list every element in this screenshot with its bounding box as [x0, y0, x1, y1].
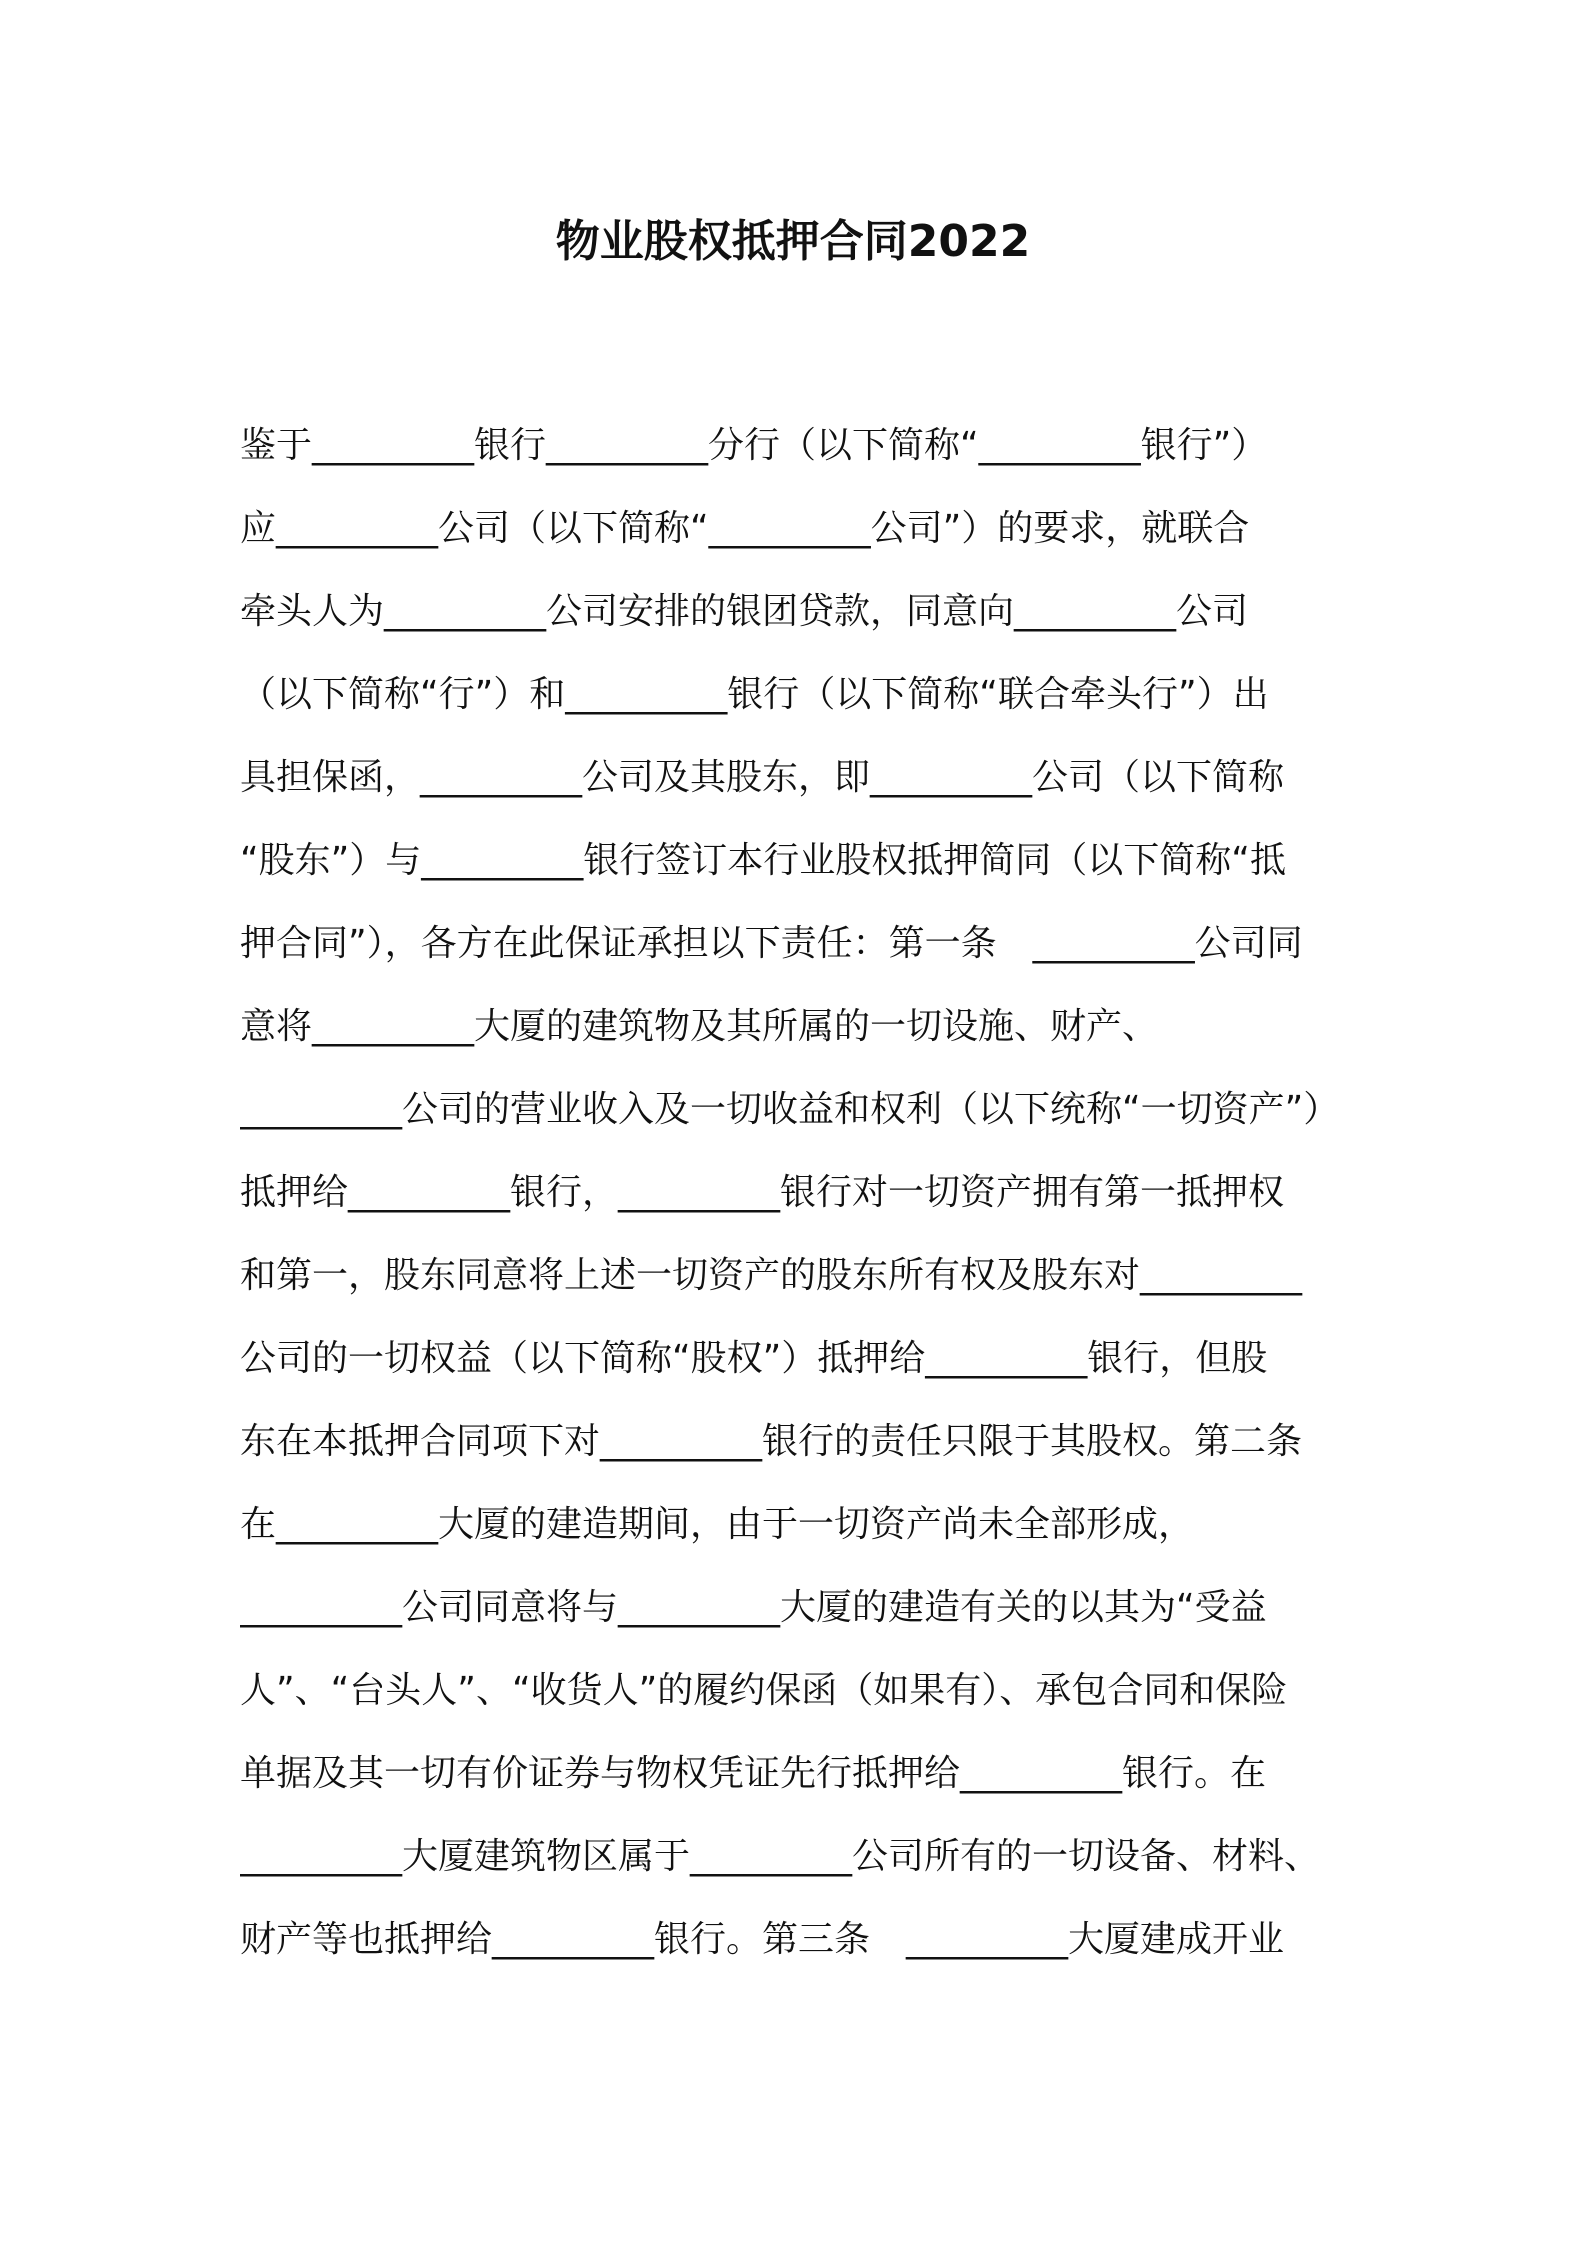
body-line: 鉴于_________银行_________分行（以下简称“_________银行”）	[240, 425, 1268, 466]
body-line: 单据及其一切有价证券与物权凭证先行抵押给_________银行。在	[240, 1753, 1267, 1794]
document-body	[240, 404, 1360, 1981]
body-line: （以下简称“行”）和_________银行（以下简称“联合牵头行”）出	[240, 674, 1269, 715]
body-line: _________公司的营业收入及一切收益和权利（以下统称“一切资产”）	[240, 1089, 1340, 1130]
body-line: _________大厦建筑物区属于_________公司所有的一切设备、材料、	[240, 1836, 1321, 1877]
body-line: 意将_________大厦的建筑物及其所属的一切设施、财产、	[240, 1006, 1159, 1047]
body-line: 人”、“台头人”、“收货人”的履约保函（如果有）、承包合同和保险	[240, 1670, 1288, 1711]
body-line: 应_________公司（以下简称“_________公司”）的要求，就联合	[240, 508, 1250, 549]
body-line: 东在本抵押合同项下对_________银行的责任只限于其股权。第二条	[240, 1421, 1303, 1462]
body-line: 具担保函，_________公司及其股东，即_________公司（以下简称	[240, 757, 1285, 798]
body-line: _________公司同意将与_________大厦的建造有关的以其为“受益	[240, 1587, 1267, 1628]
body-line: 牵头人为_________公司安排的银团贷款，同意向_________公司	[240, 591, 1249, 632]
body-line: 财产等也抵押给_________银行。第三条 _________大厦建成开业	[240, 1919, 1285, 1960]
body-line: 公司的一切权益（以下简称“股权”）抵押给_________银行，但股	[240, 1338, 1268, 1379]
body-line: 和第一，股东同意将上述一切资产的股东所有权及股东对_________	[240, 1255, 1303, 1296]
body-line: 在_________大厦的建造期间，由于一切资产尚未全部形成，	[240, 1504, 1195, 1545]
document-title: 物业股权抵押合同2022	[555, 216, 1031, 267]
body-line: “股东”）与_________银行签订本行业股权抵押简同（以下简称“抵	[240, 840, 1286, 881]
body-line: 抵押给_________银行，_________银行对一切资产拥有第一抵押权	[240, 1172, 1285, 1213]
body-line: 押合同”），各方在此保证承担以下责任：第一条 _________公司同	[240, 923, 1303, 964]
